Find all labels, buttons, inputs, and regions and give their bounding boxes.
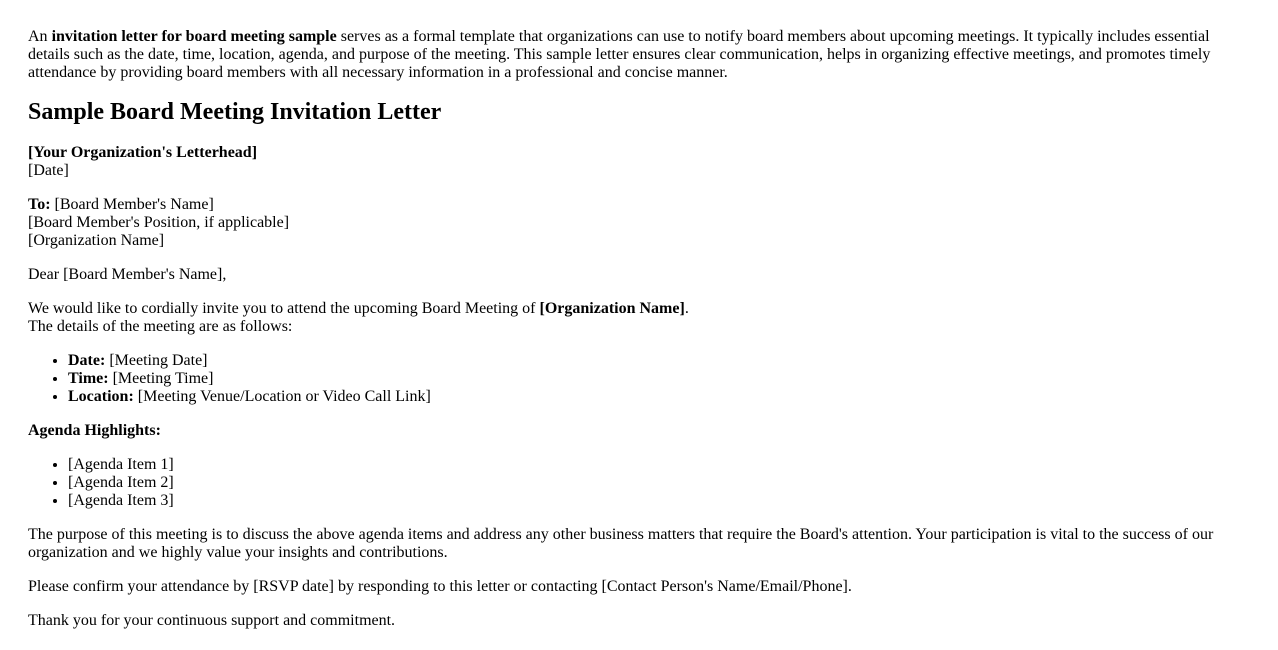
detail-item-location	[68, 388, 1218, 406]
intro-rest: serves as a formal template that organizations can use to notify board members about upcoming meetings. It typically includes essential details such as the date, time, location, agenda, and purpose of the meeting. This sample letter ensures clear communication, helps in organizing effective meetings, and promotes timely attendance by providing board members with all necessary information in a professional and concise manner.	[28, 28, 1211, 81]
invite-organization: [Organization Name]	[539, 300, 685, 317]
recipient-organization: [Organization Name]	[28, 232, 165, 249]
detail-value: [Meeting Time]	[108, 370, 214, 387]
agenda-heading: Agenda Highlights:	[28, 422, 161, 439]
agenda-list	[28, 456, 1218, 510]
thanks-paragraph: Thank you for your continuous support and commitment.	[28, 612, 396, 629]
detail-label: Location:	[68, 388, 134, 405]
agenda-item: • [Agenda Item 2]	[68, 474, 1218, 492]
to-label: To:	[28, 196, 51, 213]
intro-paragraph	[28, 28, 1218, 82]
details-intro: The details of the meeting are as follows:	[28, 318, 293, 335]
agenda-heading-paragraph	[28, 422, 1218, 440]
recipient-position: [Board Member's Position, if applicable]	[28, 214, 290, 231]
letterhead-block	[28, 144, 1218, 180]
recipient-name: [Board Member's Name]	[50, 196, 214, 213]
document-page	[28, 28, 1218, 646]
recipient-block	[28, 196, 1218, 250]
invitation-paragraph	[28, 300, 1218, 336]
invite-prefix: We would like to cordially invite you to attend the upcoming Board Meeting of	[28, 300, 540, 317]
detail-label: Date:	[68, 352, 106, 369]
meeting-details-list	[28, 352, 1218, 406]
detail-item-time	[68, 370, 1218, 388]
rsvp-paragraph: Please confirm your attendance by [RSVP date] by responding to this letter or contacting [Contact Person's Name/Email/Phone].	[28, 578, 852, 595]
purpose-paragraph: The purpose of this meeting is to discuss the above agenda items and address any other business matters that require the Board's attention. Your participation is vital to the success of our organization and we highly value your insights and contributions.	[28, 526, 1214, 561]
detail-value: [Meeting Date]	[105, 352, 208, 369]
agenda-item: • [Agenda Item 1]	[68, 456, 1218, 474]
detail-label: Time:	[68, 370, 109, 387]
letter-date: [Date]	[28, 162, 69, 179]
intro-bold-phrase: invitation letter for board meeting sample	[51, 28, 337, 45]
intro-prefix: An	[28, 28, 52, 45]
invite-suffix: .	[684, 300, 689, 317]
agenda-item: • [Agenda Item 3]	[68, 492, 1218, 510]
salutation: Dear [Board Member's Name],	[28, 266, 227, 283]
letterhead: [Your Organization's Letterhead]	[28, 144, 258, 161]
detail-value: [Meeting Venue/Location or Video Call Link]	[133, 388, 431, 405]
detail-item-date	[68, 352, 1218, 370]
letter-heading: Sample Board Meeting Invitation Letter	[28, 99, 442, 125]
